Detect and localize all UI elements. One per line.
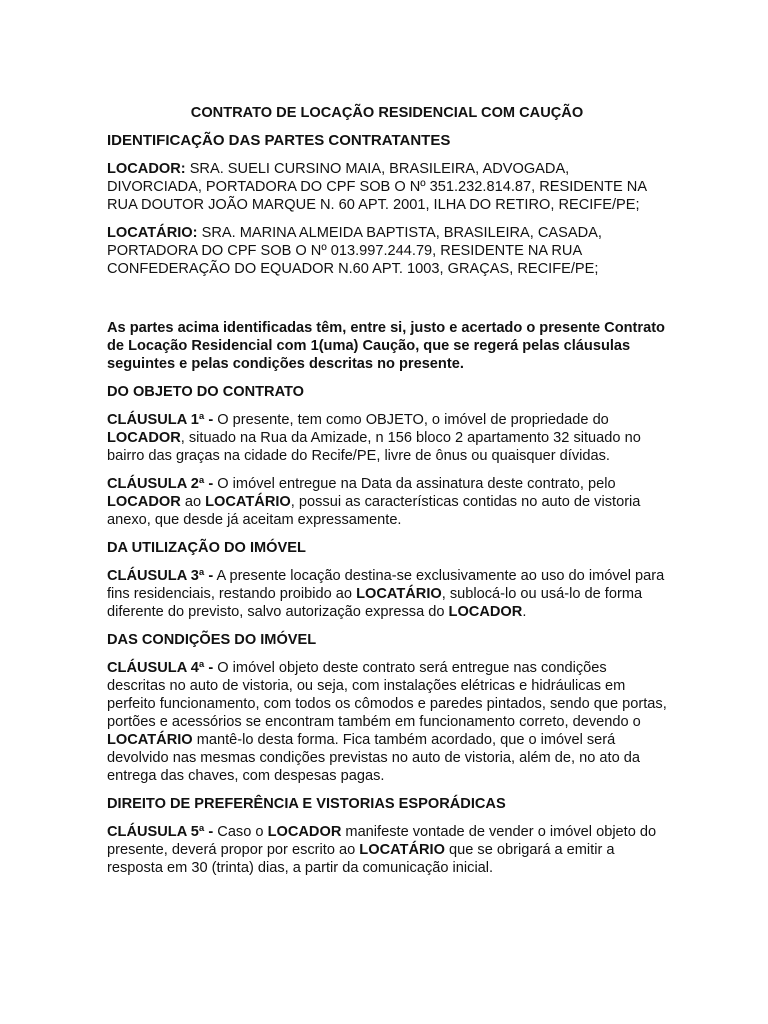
clause-2-connector: ao (180, 494, 206, 510)
clause-4 (107, 659, 667, 785)
clause-3 (107, 567, 667, 621)
preferencia-heading: DIREITO DE PREFERÊNCIA E VISTORIAS ESPORÁDICAS (107, 796, 506, 812)
clause-3-locatario: LOCATÁRIO (356, 586, 442, 602)
contract-title: CONTRATO DE LOCAÇÃO RESIDENCIAL COM CAUÇÃO (190, 105, 584, 121)
locatario-label: LOCATÁRIO: (107, 225, 198, 241)
clause-2-locatario: LOCATÁRIO (205, 494, 291, 510)
objeto-heading: DO OBJETO DO CONTRATO (107, 384, 305, 400)
clause-5-text: Caso o (213, 824, 268, 840)
locatario-paragraph (107, 224, 667, 278)
clause-3-locador: LOCADOR (448, 604, 523, 620)
condicoes-heading: DAS CONDIÇÕES DO IMÓVEL (107, 632, 317, 648)
clause-3-text-end: . (522, 604, 527, 620)
clause-4-label: CLÁUSULA 4ª - (107, 660, 214, 676)
clause-4-locatario: LOCATÁRIO (107, 732, 193, 748)
identification-heading: IDENTIFICAÇÃO DAS PARTES CONTRATANTES (107, 132, 451, 149)
clause-2-label: CLÁUSULA 2ª - (107, 476, 214, 492)
clause-4-text: O imóvel objeto deste contrato será entregue nas condições descritas no auto de vistoria, ou seja, com instalações elétricas e hidráulicas em perfeito funcionamento, com todos os cômodos e paredes pintados, sendo que portas, portões e acessórios se encontram também em funcionamento correto, devendo o (107, 660, 667, 730)
clause-3-text-mid: , sublocá-lo ou usá-lo de forma diferente do previsto, salvo autorização expressa do (107, 586, 643, 620)
locatario-text: SRA. MARINA ALMEIDA BAPTISTA, BRASILEIRA, CASADA, PORTADORA DO CPF SOB O Nº 013.997.244.79, RESIDENTE NA RUA CONFEDERAÇÃO DO EQUADOR N.60 APT. 1003, GRAÇAS, RECIFE/PE; (107, 225, 602, 277)
clause-2-locador: LOCADOR (107, 494, 181, 510)
clause-1-locador: LOCADOR (107, 430, 181, 446)
clause-1-label: CLÁUSULA 1ª - (107, 412, 214, 428)
clause-4-text-end: mantê-lo desta forma. Fica também acordado, que o imóvel será devolvido nas mesmas condições previstas no auto de vistoria, além de, no ato da entrega das chaves, com despesas pagas. (107, 732, 640, 784)
clause-5-text-end: que se obrigará a emitir a resposta em 30 (trinta) dias, a partir da comunicação inicial. (107, 842, 615, 876)
clause-5-label: CLÁUSULA 5ª - (107, 824, 214, 840)
locador-text: SRA. SUELI CURSINO MAIA, BRASILEIRA, ADVOGADA, DIVORCIADA, PORTADORA DO CPF SOB O Nº 351.232.814.87, RESIDENTE NA RUA DOUTOR JOÃO MARQUE N. 60 APT. 2001, ILHA DO RETIRO, RECIFE/PE; (107, 161, 647, 213)
contract-page (107, 96, 667, 877)
clause-5-locador: LOCADOR (267, 824, 342, 840)
clause-3-text: A presente locação destina-se exclusivamente ao uso do imóvel para fins residenciais, restando proibido ao (107, 568, 665, 602)
clause-1 (107, 411, 667, 465)
clause-1-text: O presente, tem como OBJETO, o imóvel de propriedade do (213, 412, 609, 428)
clause-2-text-end: , possui as características contidas no auto de vistoria anexo, que desde já aceitam expressamente. (107, 494, 641, 528)
clause-5 (107, 823, 667, 877)
utilizacao-heading: DA UTILIZAÇÃO DO IMÓVEL (107, 540, 306, 556)
locador-paragraph (107, 160, 667, 214)
locador-label: LOCADOR: (107, 161, 186, 177)
clause-5-locatario: LOCATÁRIO (359, 842, 445, 858)
clause-2 (107, 475, 667, 529)
clause-5-text-mid: manifeste vontade de vender o imóvel objeto do presente, deverá propor por escrito ao (107, 824, 657, 858)
intro-paragraph: As partes acima identificadas têm, entre si, justo e acertado o presente Contrato de Locação Residencial com 1(uma) Caução, que se regerá pelas cláusulas seguintes e pelas condições descritas no presente. (107, 320, 665, 372)
clause-3-label: CLÁUSULA 3ª - (107, 568, 214, 584)
clause-2-text: O imóvel entregue na Data da assinatura deste contrato, pelo (213, 476, 616, 492)
clause-1-text-end: , situado na Rua da Amizade, n 156 bloco 2 apartamento 32 situado no bairro das graças na cidade do Recife/PE, livre de ônus ou quaisquer dívidas. (107, 430, 641, 464)
